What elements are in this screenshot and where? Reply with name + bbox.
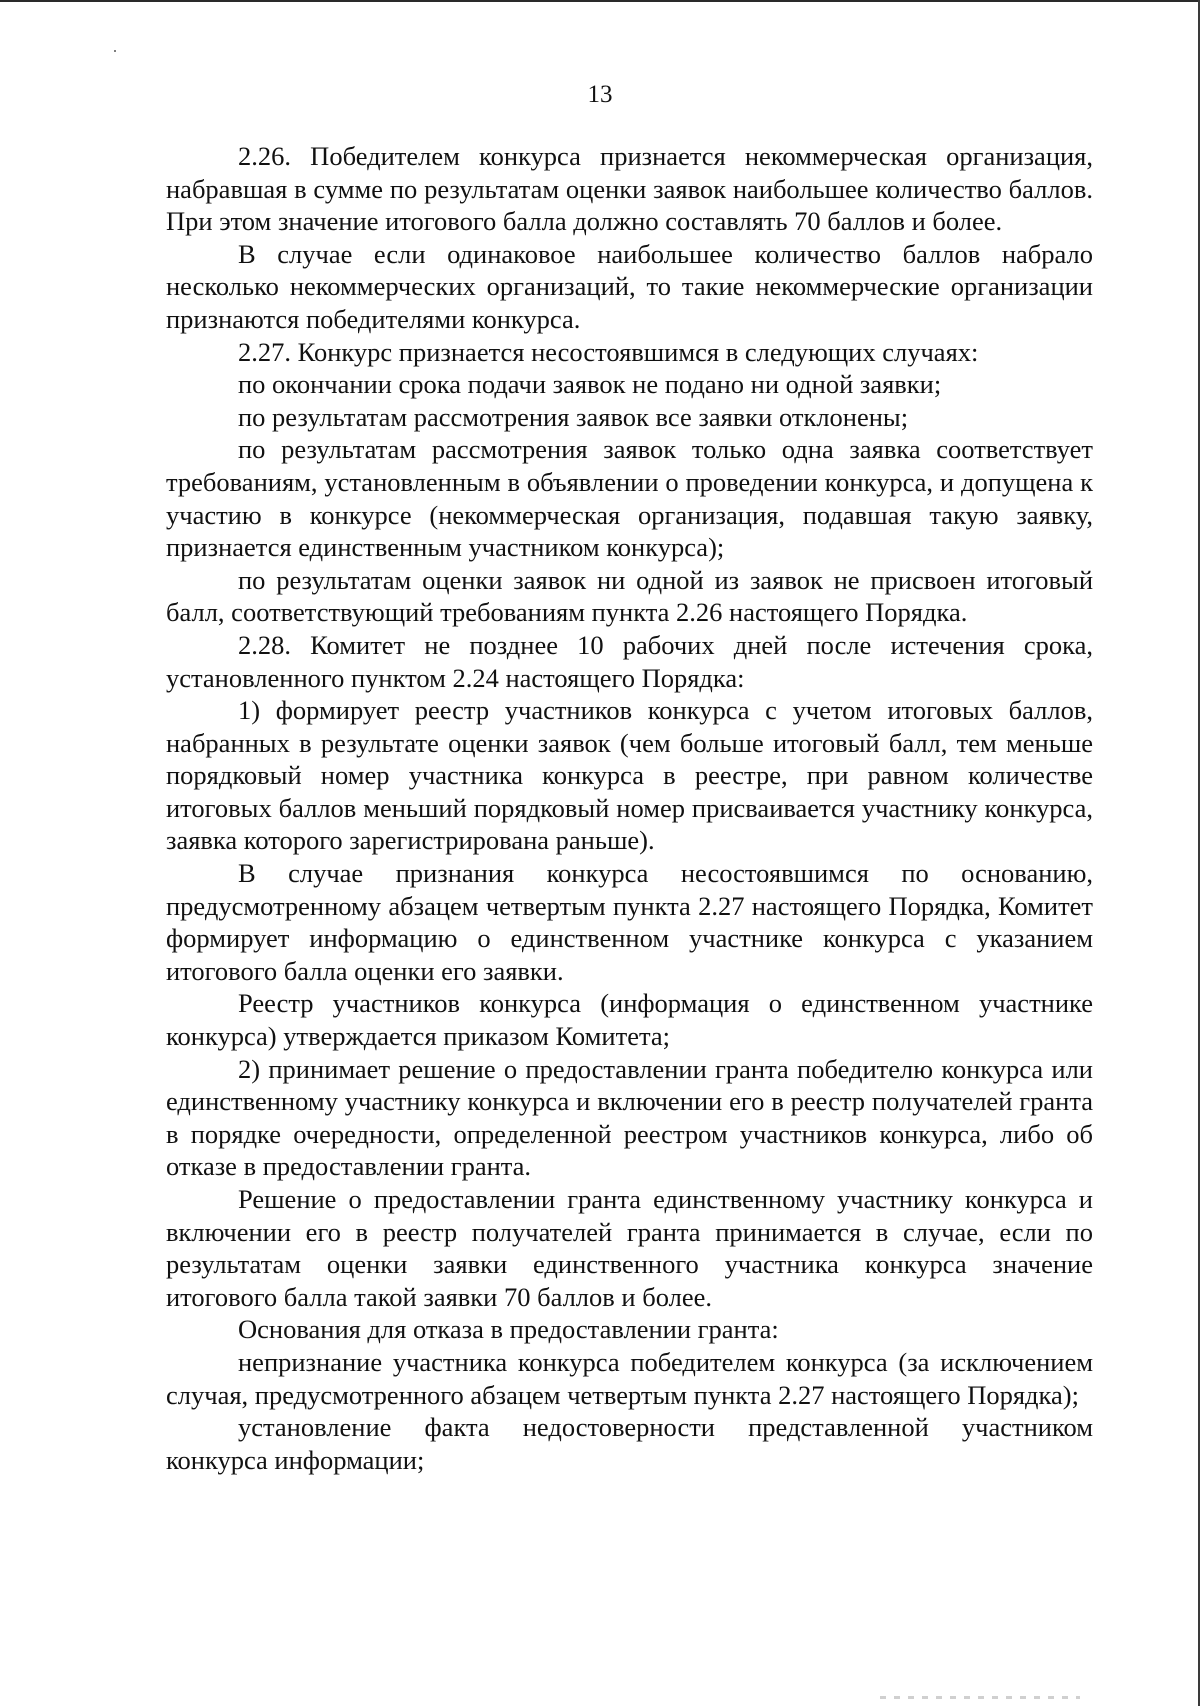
document-body	[166, 140, 1093, 1476]
paragraph-grant-decision: 2) принимает решение о предоставлении гранта победителю конкурса или единственному участнику конкурса и включении его в реестр получателей гранта в порядке очередности, определенной реестром участников конкурса, либо об отказе в предоставлении гранта.	[166, 1053, 1093, 1182]
paragraph-single-application: по результатам рассмотрения заявок только одна заявка соответствует требованиям, установленным в объявлении о проведении конкурса, и допущена к участию в конкурсе (некоммерческая организация, подавшая такую заявку, признается единственным участником конкурса);	[166, 434, 1093, 563]
paragraph-2-26: 2.26. Победителем конкурса признается некоммерческая организация, набравшая в сумме по результатам оценки заявок наибольшее количество баллов. При этом значение итогового балла должно составлять 70 баллов и более.	[166, 141, 1093, 237]
paragraph-no-score: по результатам оценки заявок ни одной из заявок не присвоен итоговый балл, соответствующий требованиям пункта 2.26 настоящего Порядка.	[166, 564, 1093, 628]
paragraph-refusal-grounds: Основания для отказа в предоставлении гранта:	[238, 1314, 779, 1345]
paragraph-registry: 1) формирует реестр участников конкурса с учетом итоговых баллов, набранных в результате оценки заявок (чем больше итоговый балл, тем меньше порядковый номер участника конкурса в реестре, при равном количестве итоговых баллов меньший порядковый номер присваивается участнику конкурса, заявка которого зарегистрирована раньше).	[166, 695, 1093, 856]
scan-edge-top	[0, 0, 1200, 2]
paragraph-unreliable-info: установление факта недостоверности представленной участником конкурса информации;	[166, 1412, 1093, 1475]
paragraph-2-27: 2.27. Конкурс признается несостоявшимся в следующих случаях:	[238, 336, 979, 367]
paragraph-registry-approval: Реестр участников конкурса (информация о единственном участнике конкурса) утверждается приказом Комитета;	[166, 988, 1093, 1052]
paragraph-no-applications: по окончании срока подачи заявок не подано ни одной заявки;	[238, 369, 942, 400]
paragraph-all-rejected: по результатам рассмотрения заявок все заявки отклонены;	[238, 401, 909, 432]
paragraph-equal-score: В случае если одинаковое наибольшее количество баллов набрало несколько некоммерческих организаций, то такие некоммерческие организации признаются победителями конкурса.	[166, 238, 1093, 334]
paragraph-single-participant-decision: Решение о предоставлении гранта единственному участнику конкурса и включении его в реестр получателей гранта принимается в случае, если по результатам оценки заявки единственного участника конкурса значение итогового балла такой заявки 70 баллов и более.	[166, 1184, 1093, 1312]
page-number: 13	[587, 81, 613, 108]
scan-noise-bottom	[880, 1696, 1080, 1699]
paragraph-2-28: 2.28. Комитет не позднее 10 рабочих дней после истечения срока, установленного пунктом 2.24 настоящего Порядка:	[166, 629, 1093, 693]
scan-speck	[114, 50, 116, 52]
paragraph-not-winner: непризнание участника конкурса победителем конкурса (за исключением случая, предусмотренного абзацем четвертым пункта 2.27 настоящего Порядка);	[166, 1346, 1093, 1410]
paragraph-failed-contest: В случае признания конкурса несостоявшимся по основанию, предусмотренному абзацем четвертым пункта 2.27 настоящего Порядка, Комитет формирует информацию о единственном участнике конкурса с указанием итогового балла оценки его заявки.	[166, 858, 1093, 986]
